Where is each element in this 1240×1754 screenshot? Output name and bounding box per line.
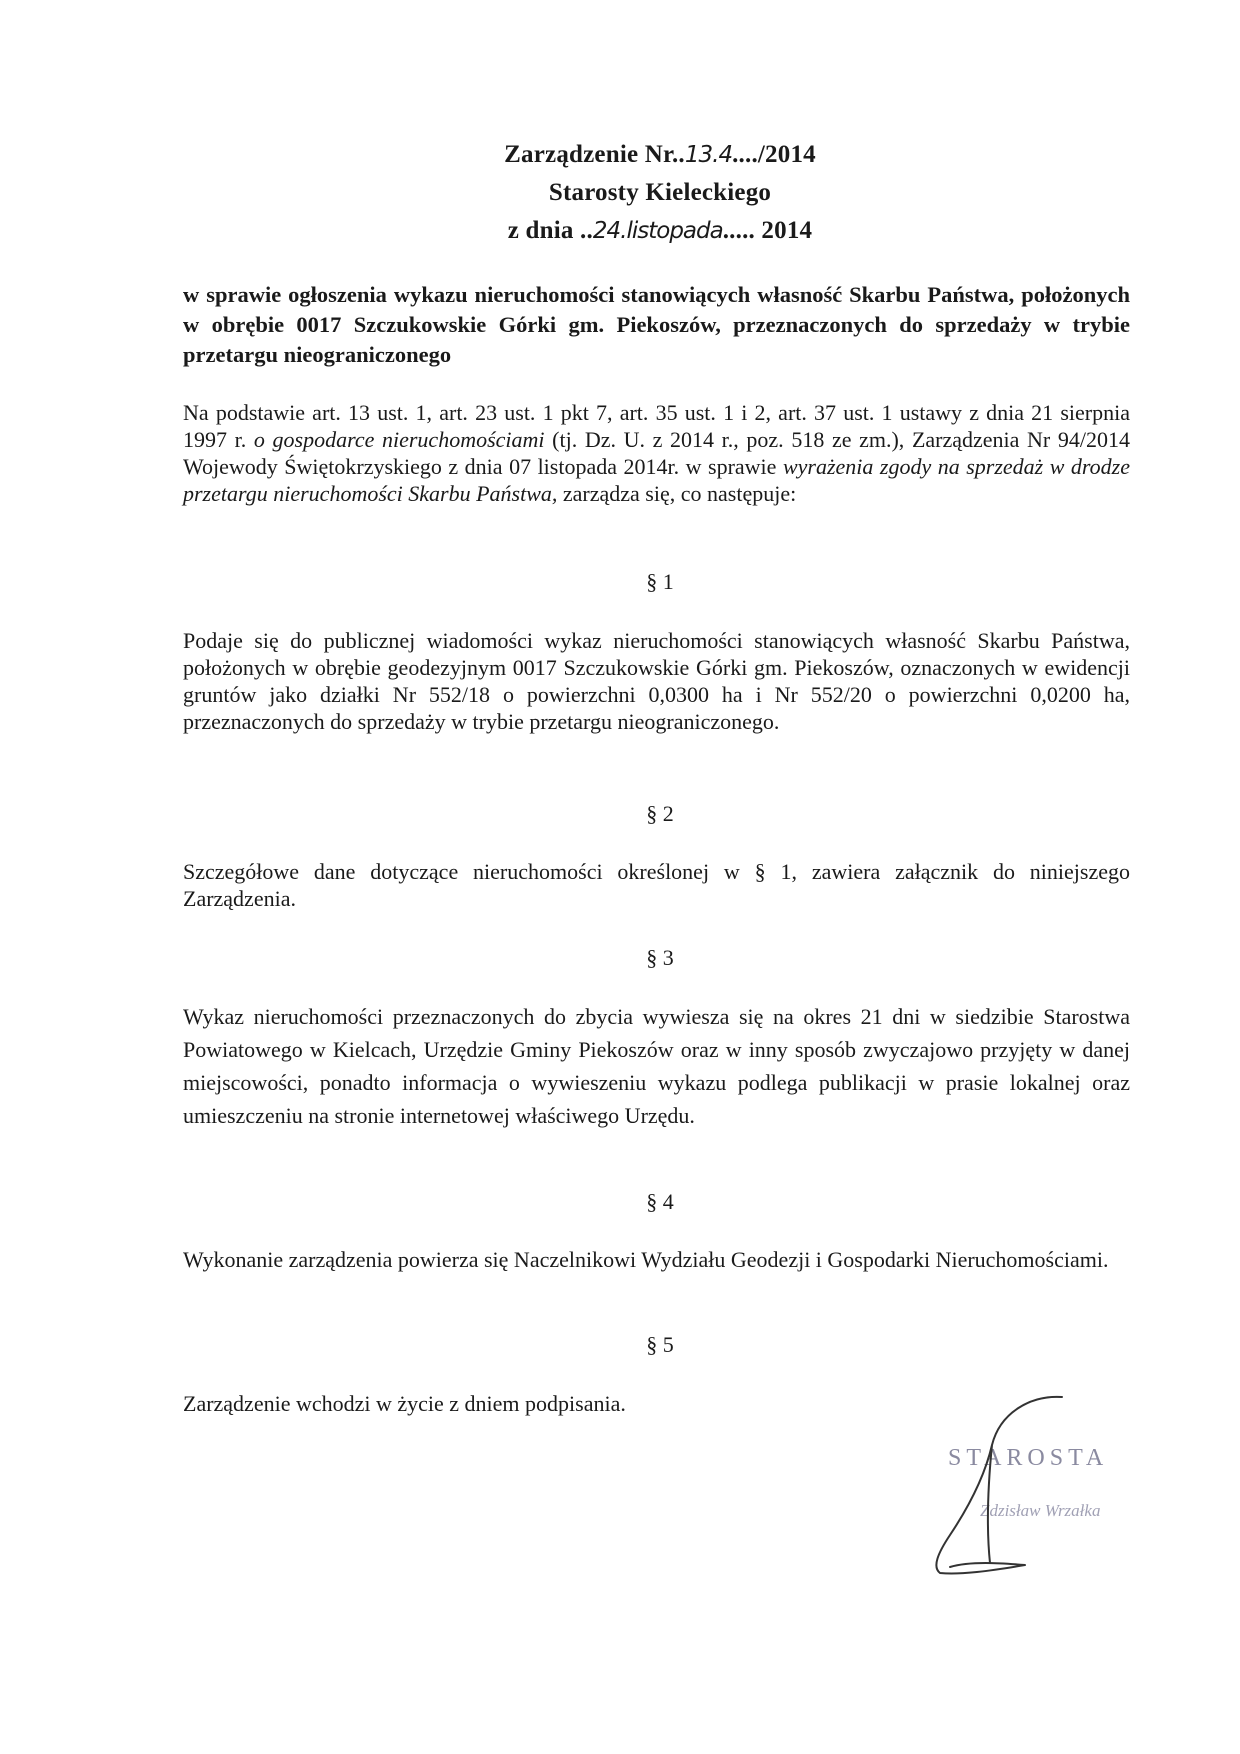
handwritten-date: 24.listopada <box>592 218 723 244</box>
preamble-italic-act: o gospodarce nieruchomościami <box>253 427 545 452</box>
section-3-text: Wykaz nieruchomości przeznaczonych do zbycia wywiesza się na okres 21 dni w siedzibie Starostwa Powiatowego w Kielcach, Urzędzie Gminy Piekoszów oraz w inny sposób zwyczajowo przyjęty w danej miejscowości, ponadto informacja o wywieszeniu wykazu podlega publikacji w prasie lokalnej oraz umieszczeniu na stronie internetowej właściwego Urzędu. <box>183 1004 1130 1128</box>
preamble-part-2: (tj. Dz. U. z 2014 r., poz. 518 ze zm.), Zarządzenia Nr 94/2014 Wojewody Świętokrzyskiego z dnia 07 listopada 2014r. w sprawie <box>183 427 1130 479</box>
date-suffix: ..... 2014 <box>722 217 813 244</box>
preamble <box>183 399 1130 507</box>
starosta-stamp <box>930 1395 1130 1585</box>
issuing-authority: Starosty Kieleckiego <box>548 179 772 206</box>
preamble-italic-consent: wyrażenia zgody na sprzedaż w drodze przetargu nieruchomości Skarbu Państwa, <box>183 454 1130 506</box>
section-4-text: Wykonanie zarządzenia powierza się Naczelnikowi Wydziału Geodezji i Gospodarki Nieruchomościami. <box>183 1247 1109 1272</box>
section-4-number: § 4 <box>646 1189 674 1214</box>
section-1-text: Podaje się do publicznej wiadomości wykaz nieruchomości stanowiących własność Skarbu Państwa, położonych w obrębie geodezyjnym 0017 Szczukowskie Górki gm. Piekoszów, oznaczonych w ewidencji gruntów jako działki Nr 552/18 o powierzchni 0,0300 ha i Nr 552/20 o powierzchni 0,0200 ha, przeznaczonych do sprzedaży w trybie przetargu nieograniczonego. <box>183 628 1130 734</box>
preamble-part-3: zarządza się, co następuje: <box>557 481 797 506</box>
document-date <box>0 212 1240 250</box>
stamp-title: STAROSTA <box>948 1445 1109 1471</box>
section-3-number: § 3 <box>646 945 674 970</box>
handwritten-number: 13.4 <box>684 142 733 168</box>
section-5-text: Zarządzenie wchodzi w życie z dniem podpisania. <box>183 1391 626 1416</box>
handwritten-signature <box>930 1395 1130 1585</box>
document-title <box>0 136 1240 174</box>
document-header <box>0 136 1240 250</box>
title-suffix: ..../2014 <box>732 141 816 168</box>
section-1-number: § 1 <box>646 569 674 594</box>
title-prefix: Zarządzenie Nr.. <box>504 141 685 168</box>
preamble-text <box>183 399 1130 507</box>
section-2-text: Szczegółowe dane dotyczące nieruchomości określonej w § 1, zawiera załącznik do niniejszego Zarządzenia. <box>183 859 1130 911</box>
section-5-number: § 5 <box>646 1332 674 1357</box>
document-subject: w sprawie ogłoszenia wykazu nieruchomości stanowiących własność Skarbu Państwa, położonych w obrębie 0017 Szczukowskie Górki gm. Piekoszów, przeznaczonych do sprzedaży w trybie przetargu nieograniczonego <box>183 282 1130 367</box>
preamble-part-1: Na podstawie art. 13 ust. 1, art. 23 ust. 1 pkt 7, art. 35 ust. 1 i 2, art. 37 ust. 1 ustawy z dnia 21 sierpnia 1997 r. <box>183 400 1130 452</box>
section-2-number: § 2 <box>646 801 674 826</box>
date-prefix: z dnia .. <box>507 217 593 244</box>
stamp-name: Zdzisław Wrzałka <box>980 1501 1101 1520</box>
